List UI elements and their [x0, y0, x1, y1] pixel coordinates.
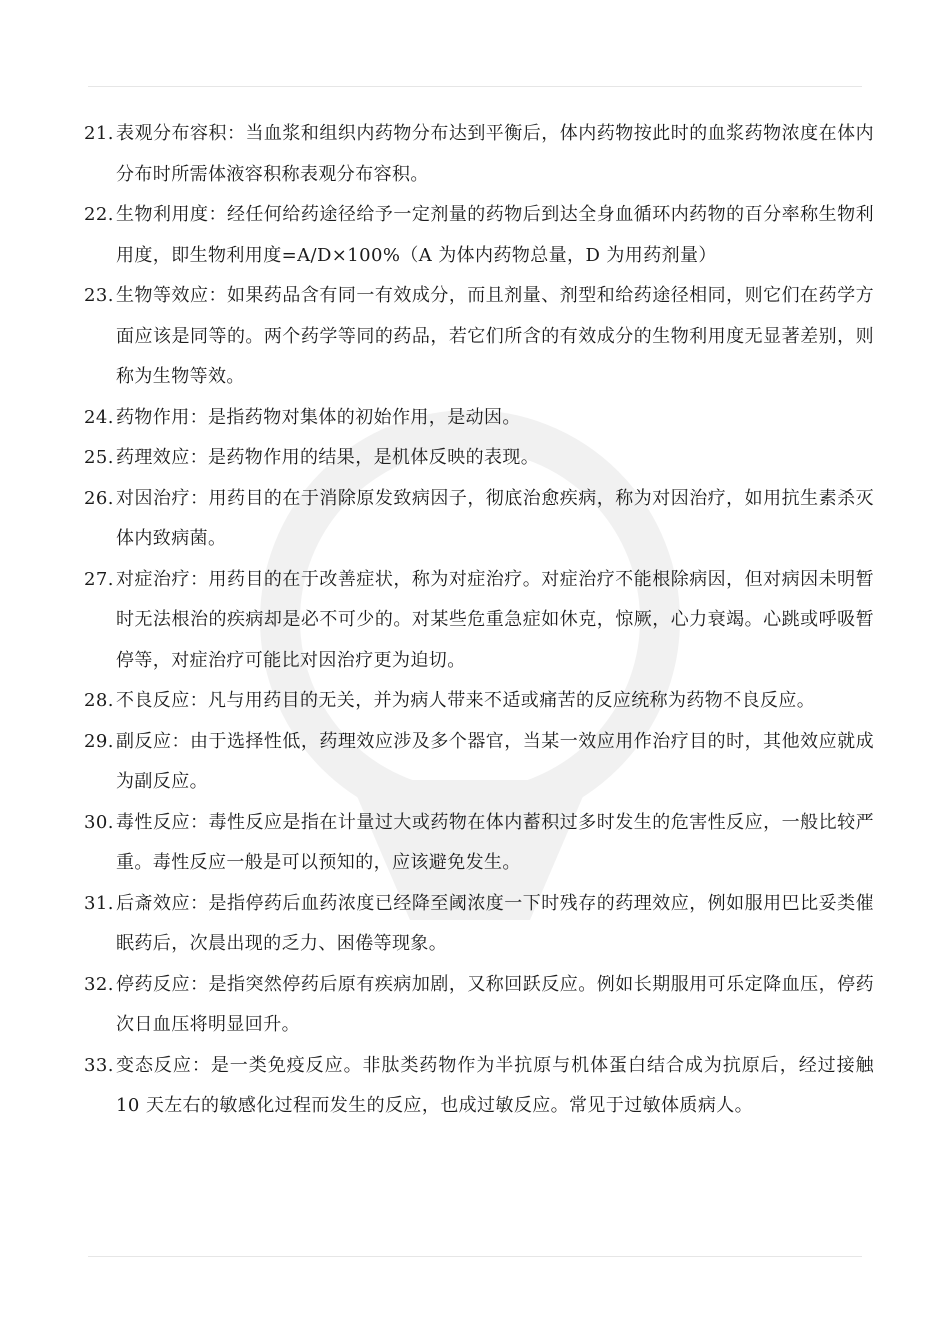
- item-term: 停药反应: [116, 973, 190, 995]
- item-term: 对因治疗: [116, 487, 190, 509]
- list-item: [84, 681, 874, 722]
- item-term: 后斎效应: [116, 892, 190, 914]
- list-item: [84, 479, 874, 560]
- list-item: [84, 398, 874, 439]
- item-text: ：凡与用药目的无关，并为病人带来不适或痛苦的反应统称为药物不良反应。: [189, 690, 816, 711]
- item-text: ：毒性反应是指在计量过大或药物在体内蓄积过多时发生的危害性反应，一般比较严重。毒性反应一般是可以预知的，应该避免发生。: [116, 811, 874, 873]
- header-rule: [88, 86, 862, 87]
- list-item: [84, 560, 874, 682]
- list-item: [84, 803, 874, 884]
- item-number: 22.: [84, 204, 114, 225]
- list-item: [84, 438, 874, 479]
- list-item: [84, 884, 874, 965]
- item-term: 生物利用度: [116, 204, 209, 225]
- item-number: 26.: [84, 487, 114, 509]
- item-term: 药理效应: [116, 447, 190, 468]
- list-item: [84, 276, 874, 398]
- item-term: 不良反应: [116, 690, 190, 711]
- item-number: 23.: [84, 285, 114, 306]
- item-number: 21.: [84, 123, 114, 144]
- item-text: ：经任何给药途径给予一定剂量的药物后到达全身血循环内药物的百分率称生物利用度，即生物利用度=A/D×100%（A 为体内药物总量，D 为用药剂量）: [116, 204, 874, 266]
- item-text: ：由于选择性低，药理效应涉及多个器官，当某一效应用作治疗目的时，其他效应就成为副反应。: [116, 730, 875, 792]
- item-term: 毒性反应: [116, 811, 190, 833]
- item-number: 30.: [84, 811, 114, 833]
- list-item: [84, 114, 874, 195]
- footer-rule: [88, 1256, 862, 1257]
- item-text: ：用药目的在于改善症状，称为对症治疗。对症治疗不能根除病因，但对病因未明暂时无法根治的疾病却是必不可少的。对某些危重急症如休克，惊厥，心力衰竭。心跳或呼吸暂停等，对症治疗可能比对因治疗更为迫切。: [116, 568, 874, 671]
- item-term: 生物等效应: [116, 285, 209, 306]
- document-body: [84, 114, 874, 1127]
- item-term: 变态反应: [116, 1054, 192, 1076]
- item-text: ：用药目的在于消除原发致病因子，彻底治愈疾病，称为对因治疗，如用抗生素杀灭体内致病菌。: [116, 487, 874, 549]
- item-text: ：是药物作用的结果，是机体反映的表现。: [189, 447, 540, 468]
- list-item: [84, 195, 874, 276]
- item-number: 28.: [84, 690, 114, 711]
- item-term: 对症治疗: [116, 568, 190, 590]
- item-text: ：是指药物对集体的初始作用，是动因。: [189, 406, 521, 428]
- item-number: 24.: [84, 406, 114, 428]
- item-number: 25.: [84, 447, 114, 468]
- list-item: [84, 1046, 874, 1127]
- item-text: ：是指停药后血药浓度已经降至阈浓度一下时残存的药理效应，例如服用巴比妥类催眠药后，次晨出现的乏力、困倦等现象。: [116, 892, 874, 954]
- item-number: 31.: [84, 892, 114, 914]
- item-number: 27.: [84, 568, 114, 590]
- list-item: [84, 965, 874, 1046]
- list-item: [84, 722, 874, 803]
- item-term: 药物作用: [116, 406, 190, 428]
- item-term: 表观分布容积: [116, 123, 227, 144]
- item-number: 32.: [84, 973, 114, 995]
- item-number: 29.: [84, 730, 114, 752]
- item-number: 33.: [84, 1054, 114, 1076]
- item-text: ：当血浆和组织内药物分布达到平衡后，体内药物按此时的血浆药物浓度在体内分布时所需体液容积称表观分布容积。: [116, 123, 875, 185]
- item-text: ：是一类免疫反应。非肽类药物作为半抗原与机体蛋白结合成为抗原后，经过接触 10 天左右的敏感化过程而发生的反应，也成过敏反应。常见于过敏体质病人。: [116, 1054, 874, 1116]
- item-text: ：是指突然停药后原有疾病加剧，又称回跃反应。例如长期服用可乐定降血压，停药次日血压将明显回升。: [116, 973, 874, 1035]
- item-text: ：如果药品含有同一有效成分，而且剂量、剂型和给药途径相同，则它们在药学方面应该是同等的。两个药学等同的药品，若它们所含的有效成分的生物利用度无显著差别，则称为生物等效。: [116, 285, 874, 387]
- item-term: 副反应: [116, 730, 172, 752]
